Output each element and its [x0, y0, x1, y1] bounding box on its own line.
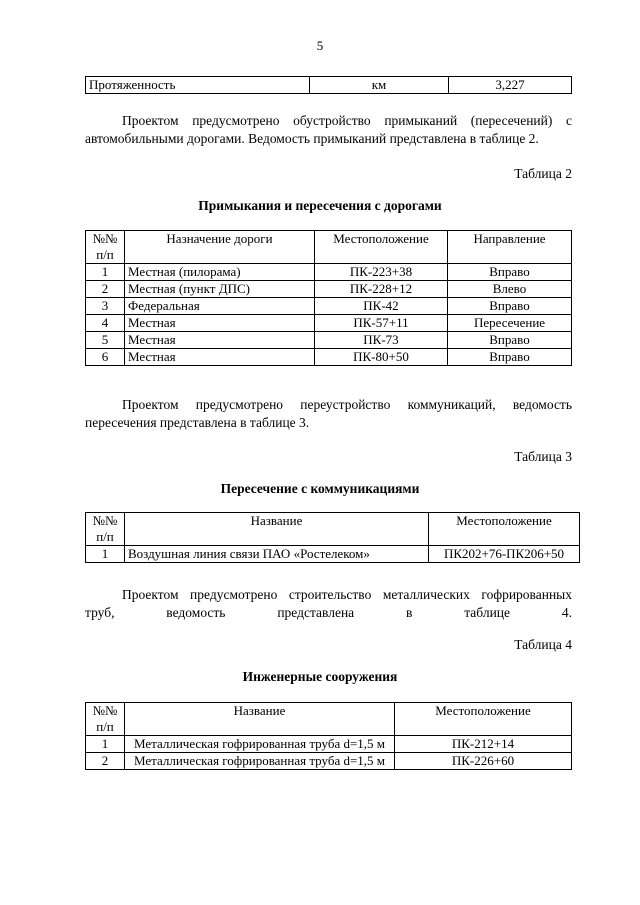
table-row: [86, 736, 572, 753]
cell-location: ПК-73: [315, 332, 448, 349]
cell-number: 5: [86, 332, 125, 349]
cell-number: 3: [86, 298, 125, 315]
cell-number: 2: [86, 281, 125, 298]
cell-direction: Вправо: [448, 332, 572, 349]
cell-location: ПК-57+11: [315, 315, 448, 332]
cell-location: ПК-42: [315, 298, 448, 315]
cell-road-purpose: Местная: [125, 349, 315, 366]
cell-location: ПК-228+12: [315, 281, 448, 298]
table-header-row: [86, 513, 580, 546]
table-row: [86, 546, 580, 563]
col-header-location: Местоположение: [429, 513, 580, 546]
table-row: [86, 264, 572, 281]
cell-road-purpose: Местная (пилорама): [125, 264, 315, 281]
cell-number: 6: [86, 349, 125, 366]
cell-direction: Вправо: [448, 349, 572, 366]
paragraph-communications: Проектом предусмотрено переустройство коммуникаций, ведомость пересечения представлена в таблице 3.: [85, 397, 572, 430]
table-header-row: [86, 231, 572, 264]
table2-caption: Таблица 2: [514, 166, 572, 181]
table4-title: Инженерные сооружения: [242, 669, 398, 684]
cell-road-purpose: Местная: [125, 315, 315, 332]
cell-name: Металлическая гофрированная труба d=1,5 м: [125, 753, 395, 770]
col-header-road-purpose: Назначение дороги: [125, 231, 315, 264]
col-header-name: Название: [125, 703, 395, 736]
cell-location: ПК-212+14: [395, 736, 572, 753]
table-row: [86, 298, 572, 315]
table2-title: Примыкания и пересечения с дорогами: [198, 198, 442, 213]
cell-location: ПК-226+60: [395, 753, 572, 770]
junctions-table: [85, 230, 572, 366]
col-header-location: Местоположение: [395, 703, 572, 736]
cell-number: 1: [86, 264, 125, 281]
col-header-direction: Направление: [448, 231, 572, 264]
page-number: 5: [316, 38, 324, 53]
cell-location: ПК-80+50: [315, 349, 448, 366]
paragraph-junctions: Проектом предусмотрено обустройство примыканий (пересечений) с автомобильными дорогами. Ведомость примыканий представлена в таблице 2.: [85, 113, 572, 146]
length-value: 3,227: [449, 77, 572, 94]
length-table: [85, 76, 572, 94]
cell-number: 2: [86, 753, 125, 770]
cell-road-purpose: Местная: [125, 332, 315, 349]
table-row: [86, 753, 572, 770]
paragraph-pipes-text: Проектом предусмотрено строительство металлических гофрированных труб, ведомость представлена в таблице 4.: [85, 587, 572, 620]
cell-road-purpose: Местная (пункт ДПС): [125, 281, 315, 298]
length-label: Протяженность: [86, 77, 310, 94]
table-row: [86, 315, 572, 332]
table3-caption: Таблица 3: [514, 449, 572, 464]
structures-table: [85, 702, 572, 770]
paragraph-pipes: [85, 586, 572, 622]
table-row: [86, 332, 572, 349]
cell-name: Металлическая гофрированная труба d=1,5 м: [125, 736, 395, 753]
table-row: [86, 77, 572, 94]
col-header-location: Местоположение: [315, 231, 448, 264]
table3-title: Пересечение с коммуникациями: [220, 481, 420, 496]
cell-direction: Влево: [448, 281, 572, 298]
length-unit: км: [310, 77, 449, 94]
cell-name: Воздушная линия связи ПАО «Ростелеком»: [125, 546, 429, 563]
communications-table: [85, 512, 580, 563]
cell-direction: Пересечение: [448, 315, 572, 332]
col-header-number: №№ п/п: [86, 703, 125, 736]
table-header-row: [86, 703, 572, 736]
table4-caption: Таблица 4: [514, 637, 572, 652]
cell-location: ПК-223+38: [315, 264, 448, 281]
cell-number: 1: [86, 546, 125, 563]
cell-direction: Вправо: [448, 264, 572, 281]
cell-direction: Вправо: [448, 298, 572, 315]
table-row: [86, 281, 572, 298]
cell-location: ПК202+76-ПК206+50: [429, 546, 580, 563]
cell-number: 4: [86, 315, 125, 332]
col-header-name: Название: [125, 513, 429, 546]
cell-road-purpose: Федеральная: [125, 298, 315, 315]
col-header-number: №№ п/п: [86, 231, 125, 264]
col-header-number: №№ п/п: [86, 513, 125, 546]
table-row: [86, 349, 572, 366]
cell-number: 1: [86, 736, 125, 753]
